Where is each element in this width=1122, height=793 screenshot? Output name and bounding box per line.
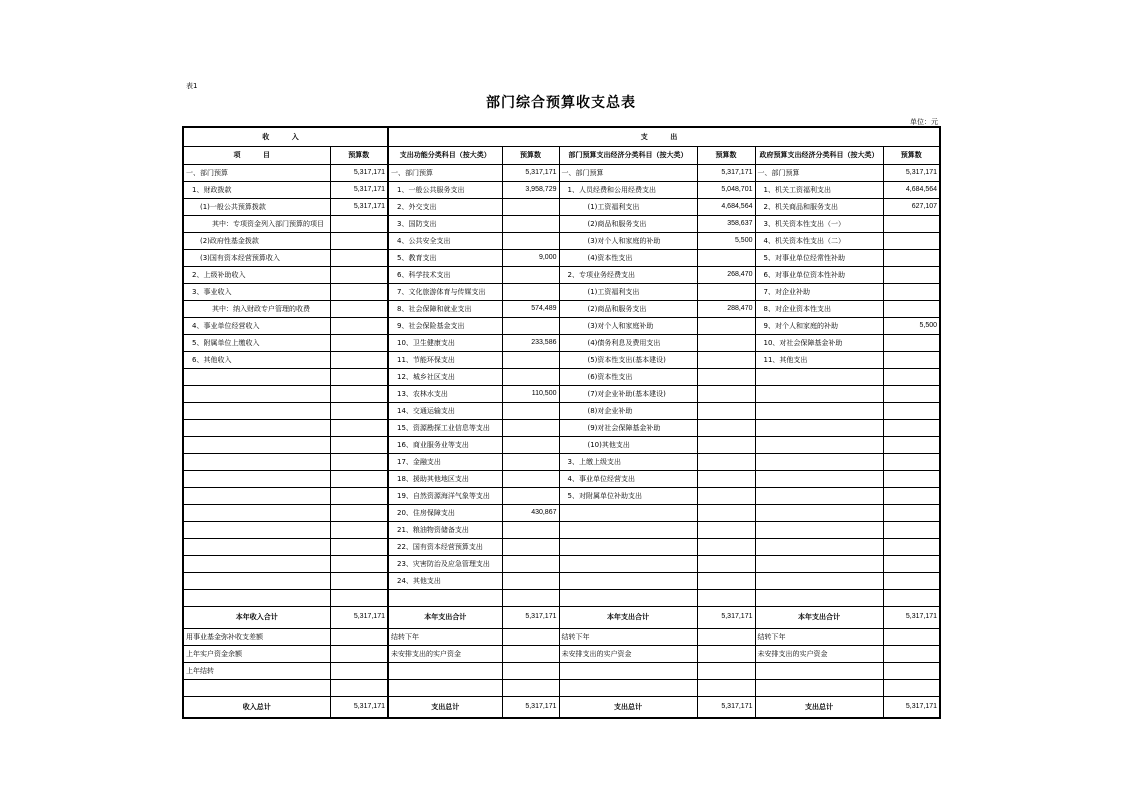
gov-econ-item-cell: 10、对社会保障基金补助	[755, 334, 883, 351]
func-item-cell: 14、交通运输支出	[388, 402, 502, 419]
table-row	[183, 419, 940, 436]
income-budget-cell	[330, 402, 388, 419]
table-row	[183, 198, 940, 215]
gov-econ-item-cell: 1、机关工资福利支出	[755, 181, 883, 198]
func-item-cell: 16、商业服务业等支出	[388, 436, 502, 453]
gov-econ-budget-cell: 4,684,564	[883, 181, 940, 198]
income-item-cell: 1、财政拨款	[183, 181, 330, 198]
dept-econ-item-cell: (2)商品和服务支出	[559, 300, 697, 317]
fund-offset-label: 用事业基金弥补收支差额	[183, 628, 330, 645]
dept-econ-budget-cell	[697, 249, 755, 266]
year-expense-label: 本年支出合计	[388, 606, 502, 628]
year-income-value: 5,317,171	[330, 606, 388, 628]
income-budget-cell: 5,317,171	[330, 164, 388, 181]
total-expense-value: 5,317,171	[883, 696, 940, 718]
table-row	[183, 266, 940, 283]
total-expense-value: 5,317,171	[502, 696, 559, 718]
dept-econ-budget-cell	[697, 317, 755, 334]
func-budget-cell	[502, 266, 559, 283]
func-budget-cell	[502, 589, 559, 606]
gov-econ-budget-cell	[883, 300, 940, 317]
prev-carry-value	[330, 662, 388, 679]
dept-econ-budget-cell: 5,317,171	[697, 164, 755, 181]
func-budget-cell	[502, 572, 559, 589]
dept-econ-budget-cell	[697, 572, 755, 589]
table-row	[183, 589, 940, 606]
gov-econ-item-cell	[755, 538, 883, 555]
year-expense-label: 本年支出合计	[755, 606, 883, 628]
gov-econ-budget-cell	[883, 538, 940, 555]
prev-balance-value	[330, 645, 388, 662]
col-header-func-class: 支出功能分类科目（按大类）	[388, 146, 502, 164]
gov-econ-budget-cell	[883, 572, 940, 589]
func-item-cell: 10、卫生健康支出	[388, 334, 502, 351]
income-budget-cell	[330, 436, 388, 453]
dept-econ-budget-cell: 358,637	[697, 215, 755, 232]
func-budget-cell: 3,958,729	[502, 181, 559, 198]
gov-econ-item-cell	[755, 436, 883, 453]
dept-econ-budget-cell: 4,684,564	[697, 198, 755, 215]
gov-econ-item-cell: 8、对企业资本性支出	[755, 300, 883, 317]
income-group-header: 收 入	[183, 127, 388, 146]
col-header-gov-econ-class: 政府预算支出经济分类科目（按大类）	[755, 146, 883, 164]
func-budget-cell	[502, 555, 559, 572]
gov-econ-budget-cell	[883, 487, 940, 504]
gov-econ-item-cell: 4、机关资本性支出（二）	[755, 232, 883, 249]
gov-econ-budget-cell	[883, 402, 940, 419]
table-row	[183, 368, 940, 385]
total-expense-label: 支出总计	[388, 696, 502, 718]
income-item-cell	[183, 453, 330, 470]
gov-econ-item-cell	[755, 589, 883, 606]
income-item-cell: 其中：专项资金列入部门预算的项目	[183, 215, 330, 232]
dept-econ-budget-cell	[697, 419, 755, 436]
expense-group-header: 支 出	[388, 127, 940, 146]
col-header-dept-econ-class: 部门预算支出经济分类科目（按大类）	[559, 146, 697, 164]
func-item-cell	[388, 589, 502, 606]
income-budget-cell	[330, 572, 388, 589]
income-item-cell: 6、其他收入	[183, 351, 330, 368]
table-row	[183, 317, 940, 334]
dept-econ-item-cell: 2、专项业务经费支出	[559, 266, 697, 283]
dept-econ-budget-cell: 5,500	[697, 232, 755, 249]
dept-econ-budget-cell	[697, 453, 755, 470]
func-budget-cell	[502, 368, 559, 385]
income-item-cell	[183, 436, 330, 453]
dept-econ-budget-cell: 5,048,701	[697, 181, 755, 198]
income-budget-cell: 5,317,171	[330, 181, 388, 198]
func-budget-cell	[502, 436, 559, 453]
func-item-cell: 4、公共安全支出	[388, 232, 502, 249]
func-budget-cell: 574,489	[502, 300, 559, 317]
income-budget-cell	[330, 589, 388, 606]
func-budget-cell	[502, 453, 559, 470]
func-budget-cell: 9,000	[502, 249, 559, 266]
func-budget-cell	[502, 215, 559, 232]
gov-econ-item-cell: 一、部门预算	[755, 164, 883, 181]
income-budget-cell	[330, 368, 388, 385]
empty-cell	[559, 662, 697, 679]
gov-econ-item-cell	[755, 402, 883, 419]
income-item-cell	[183, 402, 330, 419]
table-row	[183, 164, 940, 181]
col-header-budget: 预算数	[883, 146, 940, 164]
table-row	[183, 538, 940, 555]
gov-econ-budget-cell	[883, 436, 940, 453]
dept-econ-item-cell	[559, 572, 697, 589]
income-item-cell	[183, 385, 330, 402]
func-item-cell: 3、国防支出	[388, 215, 502, 232]
unallocated-label: 未安排支出的实户资金	[755, 645, 883, 662]
income-item-cell	[183, 504, 330, 521]
page-title: 部门综合预算收支总表	[486, 95, 636, 111]
budget-summary-table	[182, 126, 941, 719]
func-item-cell: 11、节能环保支出	[388, 351, 502, 368]
dept-econ-item-cell: 5、对附属单位补助支出	[559, 487, 697, 504]
gov-econ-item-cell	[755, 470, 883, 487]
dept-econ-item-cell: (3)对个人和家庭的补助	[559, 232, 697, 249]
gov-econ-item-cell	[755, 521, 883, 538]
func-budget-cell	[502, 538, 559, 555]
dept-econ-item-cell	[559, 589, 697, 606]
gov-econ-budget-cell	[883, 215, 940, 232]
gov-econ-item-cell	[755, 385, 883, 402]
gov-econ-budget-cell: 627,107	[883, 198, 940, 215]
dept-econ-item-cell: (2)商品和服务支出	[559, 215, 697, 232]
dept-econ-budget-cell	[697, 283, 755, 300]
func-budget-cell	[502, 470, 559, 487]
gov-econ-budget-cell: 5,500	[883, 317, 940, 334]
func-budget-cell	[502, 317, 559, 334]
func-budget-cell	[502, 487, 559, 504]
gov-econ-item-cell	[755, 555, 883, 572]
table-row	[183, 436, 940, 453]
dept-econ-budget-cell	[697, 436, 755, 453]
empty-cell	[697, 662, 755, 679]
prev-carry-label: 上年结转	[183, 662, 330, 679]
income-budget-cell	[330, 385, 388, 402]
gov-econ-item-cell: 3、机关资本性支出（一）	[755, 215, 883, 232]
table-row	[183, 504, 940, 521]
func-budget-cell: 430,867	[502, 504, 559, 521]
func-item-cell: 12、城乡社区支出	[388, 368, 502, 385]
unallocated-value	[502, 645, 559, 662]
func-budget-cell	[502, 198, 559, 215]
income-budget-cell	[330, 334, 388, 351]
gov-econ-item-cell	[755, 453, 883, 470]
unallocated-value	[883, 645, 940, 662]
gov-econ-budget-cell	[883, 232, 940, 249]
func-item-cell: 1、一般公共服务支出	[388, 181, 502, 198]
empty-cell	[697, 679, 755, 696]
func-item-cell: 15、资源勘探工业信息等支出	[388, 419, 502, 436]
empty-cell	[330, 679, 388, 696]
gov-econ-budget-cell	[883, 589, 940, 606]
gov-econ-item-cell	[755, 368, 883, 385]
dept-econ-item-cell: (5)资本性支出(基本建设)	[559, 351, 697, 368]
col-header-item: 项 目	[183, 146, 330, 164]
income-budget-cell	[330, 504, 388, 521]
income-budget-cell	[330, 317, 388, 334]
func-budget-cell	[502, 283, 559, 300]
total-expense-label: 支出总计	[559, 696, 697, 718]
dept-econ-item-cell: (4)债务利息及费用支出	[559, 334, 697, 351]
empty-cell	[388, 662, 502, 679]
func-budget-cell	[502, 419, 559, 436]
prev-balance-label: 上年实户资金余额	[183, 645, 330, 662]
dept-econ-item-cell: 3、上缴上级支出	[559, 453, 697, 470]
dept-econ-item-cell: (1)工资福利支出	[559, 198, 697, 215]
func-item-cell: 8、社会保障和就业支出	[388, 300, 502, 317]
table-row	[183, 334, 940, 351]
carry-next-value	[883, 628, 940, 645]
func-item-cell: 6、科学技术支出	[388, 266, 502, 283]
income-budget-cell	[330, 521, 388, 538]
table-row	[183, 249, 940, 266]
empty-cell	[883, 662, 940, 679]
gov-econ-budget-cell	[883, 419, 940, 436]
income-item-cell: 4、事业单位经营收入	[183, 317, 330, 334]
carry-next-value	[502, 628, 559, 645]
dept-econ-item-cell: (8)对企业补助	[559, 402, 697, 419]
carry-next-value	[697, 628, 755, 645]
func-item-cell: 5、教育支出	[388, 249, 502, 266]
income-item-cell: (1)一般公共预算拨款	[183, 198, 330, 215]
dept-econ-item-cell: (6)资本性支出	[559, 368, 697, 385]
income-budget-cell	[330, 538, 388, 555]
func-budget-cell: 233,586	[502, 334, 559, 351]
func-budget-cell: 110,500	[502, 385, 559, 402]
dept-econ-budget-cell	[697, 402, 755, 419]
gov-econ-budget-cell	[883, 504, 940, 521]
dept-econ-item-cell: 4、事业单位经营支出	[559, 470, 697, 487]
func-budget-cell	[502, 521, 559, 538]
income-item-cell: 一、部门预算	[183, 164, 330, 181]
dept-econ-budget-cell	[697, 589, 755, 606]
income-item-cell	[183, 487, 330, 504]
dept-econ-budget-cell	[697, 385, 755, 402]
gov-econ-item-cell: 6、对事业单位资本性补助	[755, 266, 883, 283]
income-item-cell	[183, 572, 330, 589]
unit-label: 单位：元	[910, 118, 938, 126]
gov-econ-item-cell: 5、对事业单位经常性补助	[755, 249, 883, 266]
func-item-cell: 13、农林水支出	[388, 385, 502, 402]
unallocated-label: 未安排支出的实户资金	[388, 645, 502, 662]
gov-econ-budget-cell	[883, 368, 940, 385]
table-row	[183, 470, 940, 487]
gov-econ-budget-cell	[883, 249, 940, 266]
gov-econ-item-cell: 2、机关商品和服务支出	[755, 198, 883, 215]
year-income-label: 本年收入合计	[183, 606, 330, 628]
empty-cell	[502, 662, 559, 679]
table-row	[183, 521, 940, 538]
dept-econ-item-cell	[559, 504, 697, 521]
func-item-cell: 7、文化旅游体育与传媒支出	[388, 283, 502, 300]
income-budget-cell	[330, 555, 388, 572]
total-expense-value: 5,317,171	[697, 696, 755, 718]
gov-econ-budget-cell	[883, 453, 940, 470]
income-budget-cell	[330, 283, 388, 300]
dept-econ-budget-cell: 268,470	[697, 266, 755, 283]
dept-econ-budget-cell	[697, 351, 755, 368]
income-budget-cell	[330, 453, 388, 470]
income-item-cell: 5、附属单位上缴收入	[183, 334, 330, 351]
year-expense-value: 5,317,171	[883, 606, 940, 628]
func-item-cell: 2、外交支出	[388, 198, 502, 215]
table-row	[183, 385, 940, 402]
income-item-cell: 3、事业收入	[183, 283, 330, 300]
func-item-cell: 23、灾害防治及应急管理支出	[388, 555, 502, 572]
year-expense-value: 5,317,171	[697, 606, 755, 628]
func-item-cell: 20、住房保障支出	[388, 504, 502, 521]
table-label: 表1	[186, 82, 198, 90]
year-expense-value: 5,317,171	[502, 606, 559, 628]
dept-econ-budget-cell	[697, 504, 755, 521]
table-row	[183, 572, 940, 589]
gov-econ-budget-cell	[883, 351, 940, 368]
income-budget-cell	[330, 419, 388, 436]
gov-econ-item-cell	[755, 572, 883, 589]
table-row	[183, 402, 940, 419]
gov-econ-budget-cell	[883, 470, 940, 487]
dept-econ-budget-cell: 288,470	[697, 300, 755, 317]
total-expense-label: 支出总计	[755, 696, 883, 718]
dept-econ-item-cell	[559, 521, 697, 538]
func-budget-cell	[502, 402, 559, 419]
table-row	[183, 181, 940, 198]
dept-econ-budget-cell	[697, 538, 755, 555]
table-row	[183, 283, 940, 300]
dept-econ-budget-cell	[697, 487, 755, 504]
dept-econ-budget-cell	[697, 334, 755, 351]
income-item-cell	[183, 470, 330, 487]
unallocated-label: 未安排支出的实户资金	[559, 645, 697, 662]
func-budget-cell	[502, 232, 559, 249]
gov-econ-item-cell	[755, 504, 883, 521]
func-item-cell: 18、援助其他地区支出	[388, 470, 502, 487]
income-budget-cell	[330, 300, 388, 317]
func-item-cell: 19、自然资源海洋气象等支出	[388, 487, 502, 504]
income-budget-cell	[330, 351, 388, 368]
dept-econ-item-cell: 一、部门预算	[559, 164, 697, 181]
dept-econ-item-cell	[559, 538, 697, 555]
dept-econ-item-cell: (9)对社会保障基金补助	[559, 419, 697, 436]
empty-cell	[559, 679, 697, 696]
gov-econ-budget-cell	[883, 334, 940, 351]
table-row	[183, 215, 940, 232]
income-budget-cell	[330, 215, 388, 232]
unallocated-value	[697, 645, 755, 662]
gov-econ-item-cell	[755, 487, 883, 504]
income-item-cell: 2、上级补助收入	[183, 266, 330, 283]
func-item-cell: 一、部门预算	[388, 164, 502, 181]
dept-econ-budget-cell	[697, 521, 755, 538]
income-item-cell	[183, 368, 330, 385]
func-item-cell: 22、国有资本经营预算支出	[388, 538, 502, 555]
income-item-cell	[183, 555, 330, 572]
dept-econ-item-cell: (7)对企业补助(基本建设)	[559, 385, 697, 402]
income-budget-cell: 5,317,171	[330, 198, 388, 215]
gov-econ-budget-cell	[883, 385, 940, 402]
table-row	[183, 487, 940, 504]
empty-cell	[755, 662, 883, 679]
gov-econ-budget-cell	[883, 266, 940, 283]
income-budget-cell	[330, 232, 388, 249]
dept-econ-budget-cell	[697, 368, 755, 385]
table-row	[183, 232, 940, 249]
func-item-cell: 21、粮油物资储备支出	[388, 521, 502, 538]
empty-cell	[388, 679, 502, 696]
dept-econ-item-cell	[559, 555, 697, 572]
income-item-cell: (2)政府性基金拨款	[183, 232, 330, 249]
fund-offset-value	[330, 628, 388, 645]
empty-cell	[755, 679, 883, 696]
func-item-cell: 9、社会保险基金支出	[388, 317, 502, 334]
income-item-cell	[183, 521, 330, 538]
carry-next-label: 结转下年	[559, 628, 697, 645]
dept-econ-item-cell: 1、人员经费和公用经费支出	[559, 181, 697, 198]
income-budget-cell	[330, 249, 388, 266]
gov-econ-item-cell	[755, 419, 883, 436]
income-budget-cell	[330, 266, 388, 283]
income-budget-cell	[330, 470, 388, 487]
income-item-cell: 其中：纳入财政专户管理的收费	[183, 300, 330, 317]
dept-econ-budget-cell	[697, 555, 755, 572]
income-item-cell: (3)国有资本经营预算收入	[183, 249, 330, 266]
carry-next-label: 结转下年	[388, 628, 502, 645]
income-item-cell	[183, 419, 330, 436]
func-budget-cell: 5,317,171	[502, 164, 559, 181]
empty-cell	[883, 679, 940, 696]
gov-econ-budget-cell	[883, 283, 940, 300]
table-row	[183, 555, 940, 572]
col-header-budget: 预算数	[330, 146, 388, 164]
income-item-cell	[183, 538, 330, 555]
dept-econ-item-cell: (10)其他支出	[559, 436, 697, 453]
table-row	[183, 453, 940, 470]
year-expense-label: 本年支出合计	[559, 606, 697, 628]
empty-cell	[183, 679, 330, 696]
gov-econ-item-cell: 7、对企业补助	[755, 283, 883, 300]
dept-econ-item-cell: (3)对个人和家庭补助	[559, 317, 697, 334]
gov-econ-budget-cell	[883, 521, 940, 538]
gov-econ-budget-cell: 5,317,171	[883, 164, 940, 181]
table-row	[183, 351, 940, 368]
func-budget-cell	[502, 351, 559, 368]
col-header-budget: 预算数	[697, 146, 755, 164]
income-item-cell	[183, 589, 330, 606]
table-row	[183, 300, 940, 317]
gov-econ-item-cell: 11、其他支出	[755, 351, 883, 368]
gov-econ-item-cell: 9、对个人和家庭的补助	[755, 317, 883, 334]
gov-econ-budget-cell	[883, 555, 940, 572]
carry-next-label: 结转下年	[755, 628, 883, 645]
col-header-budget: 预算数	[502, 146, 559, 164]
total-income-value: 5,317,171	[330, 696, 388, 718]
total-income-label: 收入总计	[183, 696, 330, 718]
dept-econ-budget-cell	[697, 470, 755, 487]
dept-econ-item-cell: (1)工资福利支出	[559, 283, 697, 300]
func-item-cell: 17、金融支出	[388, 453, 502, 470]
dept-econ-item-cell: (4)资本性支出	[559, 249, 697, 266]
empty-cell	[502, 679, 559, 696]
func-item-cell: 24、其他支出	[388, 572, 502, 589]
income-budget-cell	[330, 487, 388, 504]
